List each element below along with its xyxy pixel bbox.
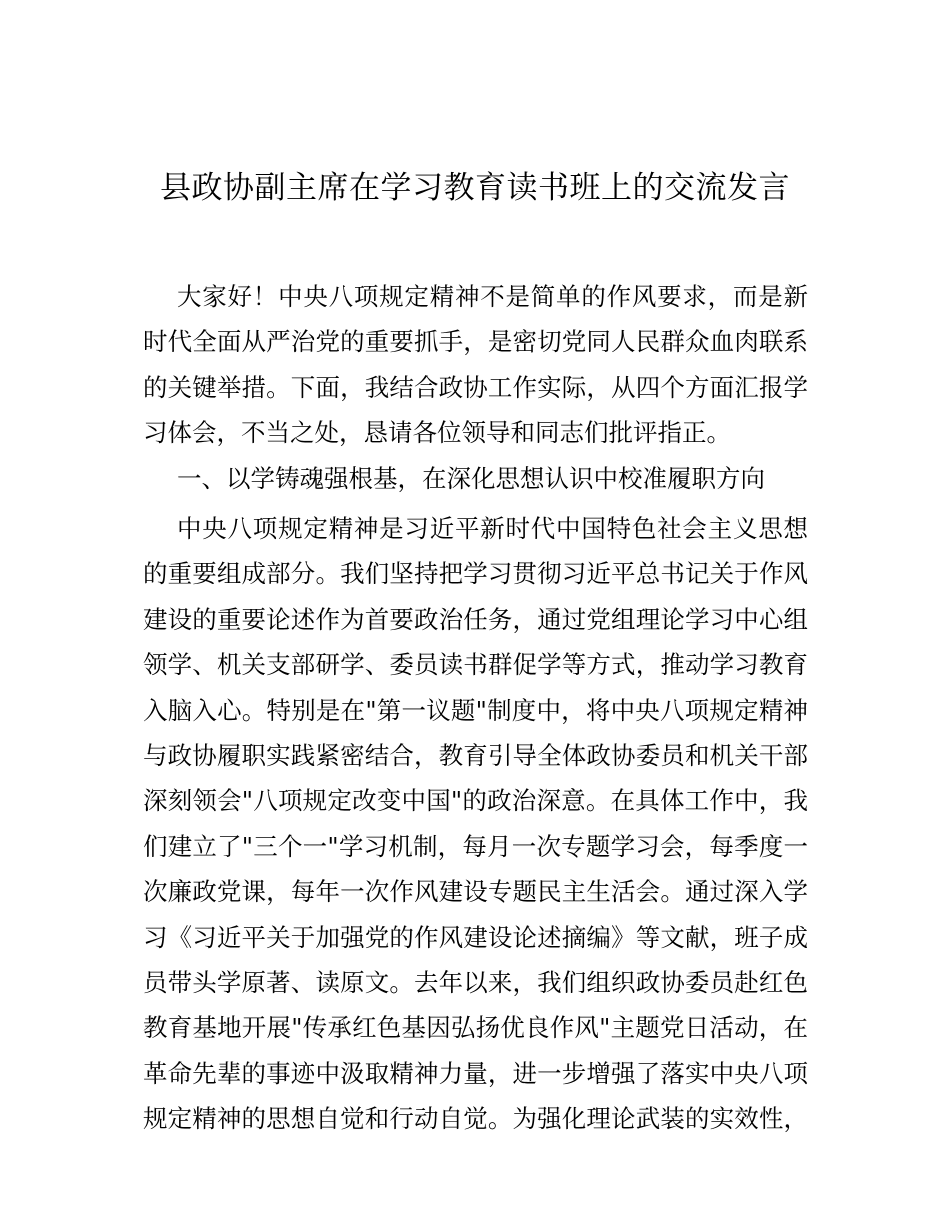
- text-line: 领学、机关支部研学、委员读书群促学等方式，推动学习教育: [143, 650, 808, 680]
- text-line: 次廉政党课，每年一次作风建设专题民主生活会。通过深入学: [143, 877, 808, 907]
- text-line: 与政协履职实践紧密结合，教育引导全体政协委员和机关干部: [143, 740, 808, 770]
- text-line: 员带头学原著、读原文。去年以来，我们组织政协委员赴红色: [143, 967, 808, 997]
- text-line: 的关键举措。下面，我结合政协工作实际，从四个方面汇报学: [143, 372, 808, 402]
- text-line: 建设的重要论述作为首要政治任务，通过党组理论学习中心组: [143, 604, 808, 634]
- text-line: 时代全面从严治党的重要抓手，是密切党同人民群众血肉联系: [143, 327, 808, 357]
- heading-text: 一、以学铸魂强根基，在深化思想认识中校准履职方向: [177, 464, 765, 493]
- text-line: 深刻领会"八项规定改变中国"的政治深意。在具体工作中，我: [143, 786, 808, 816]
- text-line: 们建立了"三个一"学习机制，每月一次专题学习会，每季度一: [143, 831, 808, 861]
- text-line: 规定精神的思想自觉和行动自觉。为强化理论武装的实效性，: [143, 1104, 808, 1134]
- text-line: 革命先辈的事迹中汲取精神力量，进一步增强了落实中央八项: [143, 1058, 808, 1088]
- text-line: 教育基地开展"传承红色基因弘扬优良作风"主题党日活动，在: [143, 1013, 808, 1043]
- text-line: 中央八项规定精神是习近平新时代中国特色社会主义思想: [177, 514, 808, 543]
- section-heading: [143, 456, 808, 501]
- text-line: 大家好！中央八项规定精神不是简单的作风要求，而是新: [177, 282, 808, 311]
- text-line: 习《习近平关于加强党的作风建设论述摘编》等文献，班子成: [143, 922, 808, 952]
- text-line: 习体会，不当之处，恳请各位领导和同志们批评指正。: [143, 418, 731, 448]
- paragraph-section-1: [143, 506, 808, 1141]
- text-line: 入脑入心。特别是在"第一议题"制度中，将中央八项规定精神: [143, 695, 808, 725]
- paragraph-intro: [143, 274, 808, 456]
- text-line: 的重要组成部分。我们坚持把学习贯彻习近平总书记关于作风: [143, 559, 808, 589]
- document-title: 县政协副主席在学习教育读书班上的交流发言: [160, 170, 790, 206]
